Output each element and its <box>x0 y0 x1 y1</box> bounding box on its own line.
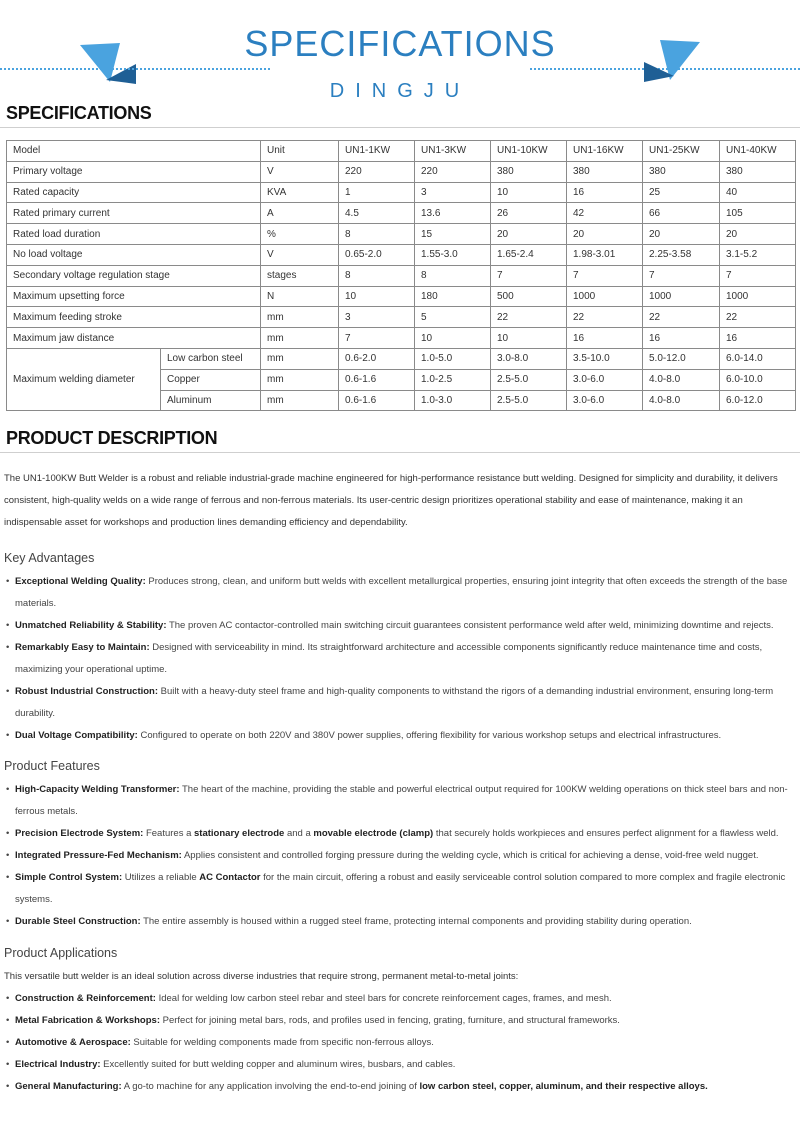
item-bold-text: Durable Steel Construction: <box>15 916 141 927</box>
header-cell: Unit <box>261 141 339 162</box>
item-text: Applies consistent and controlled forging pressure during the welding cycle, which is critical for achieving a dense, void-free weld nugget. <box>181 850 759 861</box>
value-cell: 5 <box>415 307 491 328</box>
value-cell: 6.0-10.0 <box>720 369 796 390</box>
item-bold-text: Automotive & Aerospace: <box>15 1037 131 1048</box>
value-cell: 13.6 <box>415 203 491 224</box>
page-banner <box>0 0 800 104</box>
list-item <box>6 571 790 615</box>
list-item <box>6 823 790 845</box>
value-cell: 380 <box>720 161 796 182</box>
value-cell: 0.6-1.6 <box>339 369 415 390</box>
table-row <box>7 265 796 286</box>
value-cell: 10 <box>415 328 491 349</box>
value-cell: 220 <box>415 161 491 182</box>
value-cell: 16 <box>567 182 643 203</box>
header-cell: UN1-10KW <box>491 141 567 162</box>
value-cell: 7 <box>567 265 643 286</box>
material-cell: Aluminum <box>161 390 261 411</box>
value-cell: 20 <box>491 224 567 245</box>
list-item <box>6 637 790 681</box>
item-text: Utilizes a reliable <box>122 872 200 883</box>
table-row <box>7 224 796 245</box>
list-item <box>6 725 790 747</box>
table-row <box>7 286 796 307</box>
item-text: Features a <box>143 828 195 839</box>
item-text: and a <box>284 828 314 839</box>
row-label-cell: Rated capacity <box>7 182 261 203</box>
value-cell: 7 <box>491 265 567 286</box>
value-cell: 7 <box>720 265 796 286</box>
material-cell: Low carbon steel <box>161 348 261 369</box>
product-applications-list <box>6 988 790 1098</box>
list-item <box>6 615 790 637</box>
value-cell: 5.0-12.0 <box>643 348 720 369</box>
list-item <box>6 1076 790 1098</box>
applications-intro: This versatile butt welder is an ideal solution across diverse industries that require strong, permanent metal-to-metal joints: <box>4 971 519 982</box>
row-label-cell: Maximum welding diameter <box>7 348 161 410</box>
value-cell: 1 <box>339 182 415 203</box>
item-text: The heart of the machine, providing the stable and powerful electrical output required for 100KW welding operations on thick steel bars and non-ferrous metals. <box>15 784 788 817</box>
header-cell: UN1-25KW <box>643 141 720 162</box>
key-advantages-heading: Key Advantages <box>4 551 95 565</box>
value-cell: 3.1-5.2 <box>720 244 796 265</box>
unit-cell: KVA <box>261 182 339 203</box>
left-dotted-line <box>0 68 270 70</box>
item-bold-text: General Manufacturing: <box>15 1081 122 1092</box>
value-cell: 2.25-3.58 <box>643 244 720 265</box>
value-cell: 22 <box>643 307 720 328</box>
table-row <box>7 161 796 182</box>
row-label-cell: Rated load duration <box>7 224 261 245</box>
banner-subtitle: DINGJU <box>329 80 471 102</box>
value-cell: 0.6-1.6 <box>339 390 415 411</box>
list-item <box>6 845 790 867</box>
value-cell: 6.0-14.0 <box>720 348 796 369</box>
value-cell: 3.0-6.0 <box>567 390 643 411</box>
item-bold-text: High-Capacity Welding Transformer: <box>15 784 180 795</box>
value-cell: 10 <box>491 182 567 203</box>
unit-cell: mm <box>261 348 339 369</box>
value-cell: 66 <box>643 203 720 224</box>
product-features-list <box>6 779 790 933</box>
table-row <box>7 328 796 349</box>
value-cell: 1.0-5.0 <box>415 348 491 369</box>
list-item <box>6 681 790 725</box>
value-cell: 1.98-3.01 <box>567 244 643 265</box>
value-cell: 20 <box>643 224 720 245</box>
value-cell: 25 <box>643 182 720 203</box>
divider <box>0 452 800 453</box>
unit-cell: V <box>261 161 339 182</box>
item-bold-text: Electrical Industry: <box>15 1059 101 1070</box>
value-cell: 3.0-6.0 <box>567 369 643 390</box>
header-cell: Model <box>7 141 261 162</box>
row-label-cell: Maximum upsetting force <box>7 286 261 307</box>
item-bold-text: Construction & Reinforcement: <box>15 993 156 1004</box>
key-advantages-list <box>6 571 790 747</box>
value-cell: 380 <box>491 161 567 182</box>
value-cell: 16 <box>643 328 720 349</box>
value-cell: 380 <box>567 161 643 182</box>
item-text: Designed with serviceability in mind. Its straightforward architecture and accessible components significantly reduce maintenance time and costs, maximizing your operational uptime. <box>15 642 763 675</box>
table-row <box>7 348 796 369</box>
value-cell: 1000 <box>567 286 643 307</box>
unit-cell: mm <box>261 390 339 411</box>
list-item <box>6 779 790 823</box>
item-bold-text: Exceptional Welding Quality: <box>15 576 146 587</box>
value-cell: 40 <box>720 182 796 203</box>
item-bold-text: low carbon steel, copper, aluminum, and their respective alloys. <box>419 1081 708 1092</box>
value-cell: 10 <box>339 286 415 307</box>
item-text: Perfect for joining metal bars, rods, and profiles used in fencing, grating, furniture, and structural frameworks. <box>159 1015 620 1026</box>
value-cell: 1.55-3.0 <box>415 244 491 265</box>
row-label-cell: Secondary voltage regulation stage <box>7 265 261 286</box>
value-cell: 2.5-5.0 <box>491 369 567 390</box>
value-cell: 20 <box>720 224 796 245</box>
unit-cell: stages <box>261 265 339 286</box>
row-label-cell: Rated primary current <box>7 203 261 224</box>
product-features-heading: Product Features <box>4 759 100 773</box>
item-text: Built with a heavy-duty steel frame and high-quality components to withstand the rigors of a demanding industrial environment, ensuring long-term durability. <box>15 686 774 719</box>
unit-cell: N <box>261 286 339 307</box>
intro-paragraph: The UN1-100KW Butt Welder is a robust and reliable industrial-grade machine engineered for high-performance resistance butt welding. Designed for simplicity and durability, it delivers consistent, high-quality welds on a wide range of ferrous and non-ferrous materials. Its user-centric design prioritizes operational stability and ease of maintenance, making it an indispensable asset for workshops and production lines demanding efficiency and dependability. <box>4 473 778 528</box>
row-label-cell: No load voltage <box>7 244 261 265</box>
item-bold-text: Dual Voltage Compatibility: <box>15 730 138 741</box>
unit-cell: mm <box>261 307 339 328</box>
item-text: The entire assembly is housed within a rugged steel frame, protecting internal components and providing stability during operation. <box>140 916 692 927</box>
value-cell: 180 <box>415 286 491 307</box>
value-cell: 22 <box>567 307 643 328</box>
value-cell: 0.65-2.0 <box>339 244 415 265</box>
table-row <box>7 182 796 203</box>
value-cell: 4.5 <box>339 203 415 224</box>
value-cell: 3 <box>415 182 491 203</box>
value-cell: 4.0-8.0 <box>643 369 720 390</box>
specifications-heading: SPECIFICATIONS <box>6 103 152 123</box>
unit-cell: A <box>261 203 339 224</box>
unit-cell: V <box>261 244 339 265</box>
item-bold-text: Remarkably Easy to Maintain: <box>15 642 150 653</box>
value-cell: 220 <box>339 161 415 182</box>
unit-cell: % <box>261 224 339 245</box>
divider <box>0 127 800 128</box>
value-cell: 16 <box>720 328 796 349</box>
unit-cell: mm <box>261 328 339 349</box>
header-cell: UN1-40KW <box>720 141 796 162</box>
value-cell: 3 <box>339 307 415 328</box>
item-text: Produces strong, clean, and uniform butt welds with excellent metallurgical properties, ensuring joint integrity that often exceeds the strength of the base materials. <box>15 576 788 609</box>
value-cell: 0.6-2.0 <box>339 348 415 369</box>
value-cell: 42 <box>567 203 643 224</box>
value-cell: 20 <box>567 224 643 245</box>
item-bold-text: Metal Fabrication & Workshops: <box>15 1015 160 1026</box>
table-header-row <box>7 141 796 162</box>
item-text: Configured to operate on both 220V and 380V power supplies, offering flexibility for various workshop setups and electrical infrastructures. <box>137 730 722 741</box>
value-cell: 1.0-3.0 <box>415 390 491 411</box>
value-cell: 8 <box>339 224 415 245</box>
value-cell: 6.0-12.0 <box>720 390 796 411</box>
value-cell: 1000 <box>720 286 796 307</box>
item-bold-text: Unmatched Reliability & Stability: <box>15 620 167 631</box>
list-item <box>6 1010 790 1032</box>
list-item <box>6 867 790 911</box>
value-cell: 8 <box>339 265 415 286</box>
banner-title: SPECIFICATIONS <box>244 23 556 64</box>
value-cell: 16 <box>567 328 643 349</box>
header-cell: UN1-1KW <box>339 141 415 162</box>
value-cell: 380 <box>643 161 720 182</box>
value-cell: 7 <box>339 328 415 349</box>
product-description-heading: PRODUCT DESCRIPTION <box>6 428 218 448</box>
item-bold-text: Robust Industrial Construction: <box>15 686 159 697</box>
list-item <box>6 988 790 1010</box>
row-label-cell: Maximum feeding stroke <box>7 307 261 328</box>
item-bold-text: movable electrode (clamp) <box>313 828 434 839</box>
item-bold-text: stationary electrode <box>194 828 285 839</box>
item-bold-text: Precision Electrode System: <box>15 828 144 839</box>
row-label-cell: Primary voltage <box>7 161 261 182</box>
value-cell: 22 <box>491 307 567 328</box>
value-cell: 22 <box>720 307 796 328</box>
value-cell: 1000 <box>643 286 720 307</box>
header-cell: UN1-16KW <box>567 141 643 162</box>
list-item <box>6 1054 790 1076</box>
item-text: Ideal for welding low carbon steel rebar and steel bars for concrete reinforcement cages, frames, and mesh. <box>155 993 612 1004</box>
material-cell: Copper <box>161 369 261 390</box>
table-row <box>7 307 796 328</box>
table-row <box>7 244 796 265</box>
value-cell: 7 <box>643 265 720 286</box>
product-applications-heading: Product Applications <box>4 946 118 960</box>
value-cell: 3.5-10.0 <box>567 348 643 369</box>
item-text: for the main circuit, offering a robust and easily serviceable control solution compared to more complex and fragile electronic systems. <box>15 872 786 905</box>
item-text: The proven AC contactor-controlled main switching circuit guarantees consistent performance weld after weld, minimizing downtime and rejects. <box>166 620 774 631</box>
list-item <box>6 1032 790 1054</box>
value-cell: 10 <box>491 328 567 349</box>
value-cell: 4.0-8.0 <box>643 390 720 411</box>
item-text: A go-to machine for any application involving the end-to-end joining of <box>121 1081 420 1092</box>
value-cell: 26 <box>491 203 567 224</box>
value-cell: 1.65-2.4 <box>491 244 567 265</box>
row-label-cell: Maximum jaw distance <box>7 328 261 349</box>
value-cell: 15 <box>415 224 491 245</box>
item-bold-text: AC Contactor <box>199 872 261 883</box>
specification-table <box>6 140 796 411</box>
list-item <box>6 911 790 933</box>
item-text: Suitable for welding components made from specific non-ferrous alloys. <box>130 1037 434 1048</box>
unit-cell: mm <box>261 369 339 390</box>
value-cell: 8 <box>415 265 491 286</box>
item-bold-text: Integrated Pressure-Fed Mechanism: <box>15 850 182 861</box>
value-cell: 2.5-5.0 <box>491 390 567 411</box>
value-cell: 500 <box>491 286 567 307</box>
value-cell: 1.0-2.5 <box>415 369 491 390</box>
header-cell: UN1-3KW <box>415 141 491 162</box>
item-bold-text: Simple Control System: <box>15 872 123 883</box>
item-text: that securely holds workpieces and ensures perfect alignment for a flawless weld. <box>433 828 779 839</box>
value-cell: 105 <box>720 203 796 224</box>
item-text: Excellently suited for butt welding copper and aluminum wires, busbars, and cables. <box>100 1059 456 1070</box>
value-cell: 3.0-8.0 <box>491 348 567 369</box>
table-row <box>7 203 796 224</box>
